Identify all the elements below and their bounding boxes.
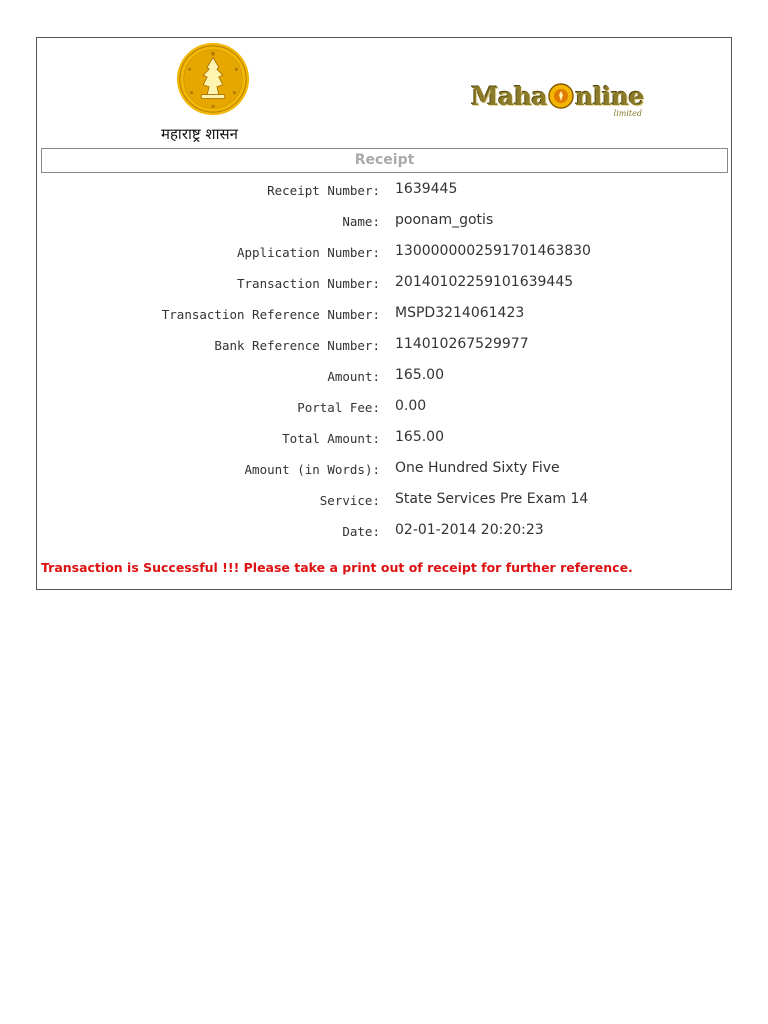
field-value: 20140102259101639445 [395,274,574,290]
field-row-transaction-number [37,269,731,300]
field-label: Amount: [327,369,380,384]
field-row-application-number [37,238,731,269]
field-label: Transaction Reference Number: [161,307,380,322]
field-label: Total Amount: [282,431,380,446]
field-label: Service: [319,493,380,508]
field-value: One Hundred Sixty Five [395,460,560,476]
logo-seal-icon [548,83,574,109]
field-value: 165.00 [395,429,444,445]
receipt-frame [36,37,732,590]
field-value: 114010267529977 [395,336,529,352]
field-label: Date: [342,524,380,539]
field-row-transaction-reference-number [37,300,731,331]
maharashtra-emblem-icon [174,40,252,118]
field-row-receipt-number [37,176,731,207]
mahaonline-logo [471,78,645,118]
receipt-header [37,38,731,146]
field-label: Application Number: [237,245,380,260]
field-value: State Services Pre Exam 14 [395,491,589,507]
field-row-total-amount [37,424,731,455]
field-value: MSPD3214061423 [395,305,525,321]
logo-text-left: Maha [471,81,548,111]
field-value: 165.00 [395,367,444,383]
field-row-amount [37,362,731,393]
receipt-title: Receipt [41,148,728,173]
field-label: Bank Reference Number: [214,338,380,353]
field-label: Name: [342,214,380,229]
field-label: Amount (in Words): [244,462,380,477]
field-label: Transaction Number: [237,276,380,291]
logo-subtext: limited [613,109,643,118]
field-row-bank-reference-number [37,331,731,362]
success-message: Transaction is Successful !!! Please take a print out of receipt for further reference. [41,560,633,575]
field-row-service [37,486,731,517]
field-label: Receipt Number: [267,183,380,198]
field-value: poonam_gotis [395,212,494,228]
logo-text-right: nline [575,81,645,111]
field-row-portal-fee [37,393,731,424]
field-row-amount-in-words [37,455,731,486]
field-value: 02-01-2014 20:20:23 [395,522,544,538]
field-value: 1300000002591701463830 [395,243,591,259]
emblem-caption: महाराष्ट्र शासन [161,125,238,143]
receipt-fields [37,176,731,548]
field-value: 1639445 [395,181,458,197]
field-row-name [37,207,731,238]
field-value: 0.00 [395,398,427,414]
field-label: Portal Fee: [297,400,380,415]
field-row-date [37,517,731,548]
